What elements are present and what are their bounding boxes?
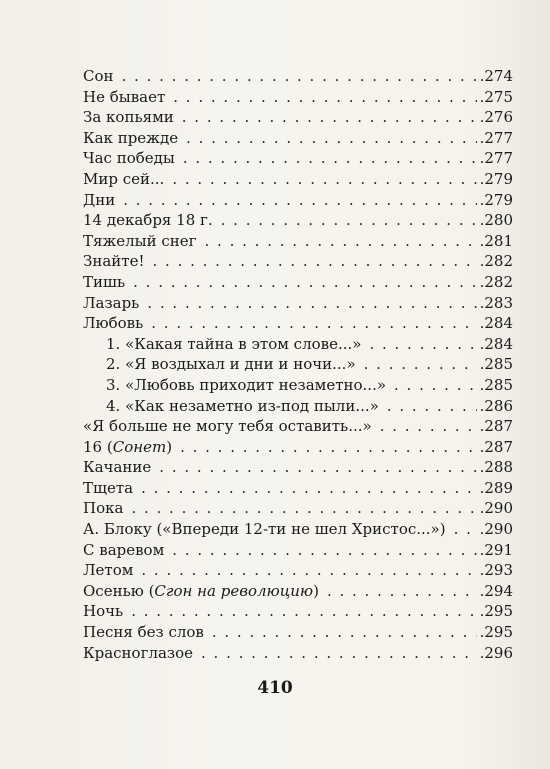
toc-entry-title xyxy=(83,66,114,87)
toc-entry-title xyxy=(83,560,133,581)
toc-entry xyxy=(83,66,513,87)
toc-entry-title xyxy=(106,396,379,417)
toc-entry-title-text: Любовь xyxy=(83,314,144,333)
toc-entry-page: .279 xyxy=(479,190,513,209)
toc-entry xyxy=(83,457,513,478)
toc-entry-page: .295 xyxy=(479,623,513,642)
dot-leader xyxy=(394,375,477,396)
toc-entry-title-text: Тишь xyxy=(83,272,126,291)
toc-entry-page: .283 xyxy=(479,293,513,312)
toc-entry-page: .296 xyxy=(479,643,513,662)
toc-entry-page: .282 xyxy=(479,252,513,271)
toc-entry-title xyxy=(83,190,115,211)
dot-leader xyxy=(122,66,477,87)
toc-entry-title xyxy=(83,581,319,602)
toc-entry xyxy=(83,601,513,622)
toc-entry xyxy=(83,643,513,664)
toc-entry-page: .279 xyxy=(479,169,513,188)
dot-leader xyxy=(369,334,476,355)
toc-entry xyxy=(83,622,513,643)
toc-entry-page: .287 xyxy=(479,437,513,456)
toc-entry-title-text: Лазарь xyxy=(83,293,140,312)
dot-leader xyxy=(180,437,477,458)
toc-entry-title xyxy=(106,334,361,355)
toc-entry-title-text: Ночь xyxy=(83,602,124,621)
toc-entry-title-italic: Сгон на революцию xyxy=(154,581,314,600)
dot-leader xyxy=(172,540,476,561)
toc-entry xyxy=(83,478,513,499)
toc-entry-page: .281 xyxy=(479,231,513,250)
toc-entry-page: .284 xyxy=(479,314,513,333)
dot-leader xyxy=(173,87,476,108)
toc-entry-title xyxy=(83,478,133,499)
toc-entry-title xyxy=(83,293,139,314)
toc-entry-title-text: Дни xyxy=(83,190,116,209)
dot-leader xyxy=(159,457,476,478)
toc-entry-title-text: 4. «Как незаметно из-под пыли...» xyxy=(106,396,379,415)
toc-entry-page: .289 xyxy=(479,478,513,497)
dot-leader xyxy=(141,478,477,499)
toc-entry-title-text: Знайте! xyxy=(83,252,145,271)
toc-entry xyxy=(83,148,513,169)
toc-entry xyxy=(83,581,513,602)
toc-entry-title-text: 14 декабря 18 г. xyxy=(83,211,213,230)
toc-entry-page: .277 xyxy=(479,149,513,168)
toc-entry xyxy=(83,354,513,375)
toc-entry-title xyxy=(83,128,178,149)
toc-entry-title-text: 1. «Какая тайна в этом слове...» xyxy=(106,334,362,353)
dot-leader xyxy=(221,210,477,231)
dot-leader xyxy=(133,272,476,293)
toc-entry-page: .286 xyxy=(479,396,513,415)
toc-entry-title-text: Красноглазое xyxy=(83,643,194,662)
toc-entry-page: .285 xyxy=(479,355,513,374)
toc-entry-page: .293 xyxy=(479,561,513,580)
toc-entry-title-text: Осенью ( xyxy=(83,581,155,600)
toc-entry xyxy=(83,540,513,561)
dot-leader xyxy=(123,190,476,211)
toc-entry xyxy=(83,519,513,540)
toc-entry-title-after: ) xyxy=(313,581,319,600)
toc-entry-title xyxy=(106,354,356,375)
toc-entry-page: .284 xyxy=(479,334,513,353)
toc-entry xyxy=(83,560,513,581)
toc-entry-title-text: Час победы xyxy=(83,149,175,168)
toc-entry-page: .274 xyxy=(479,67,513,85)
toc-entry-title xyxy=(83,540,164,561)
toc-entry xyxy=(83,437,513,458)
page-number-folio: 410 xyxy=(257,678,293,698)
toc-entry xyxy=(83,498,513,519)
toc-entry-title xyxy=(83,169,164,190)
toc-entry xyxy=(83,87,513,108)
toc-entry-title-text: За копьями xyxy=(83,108,174,127)
toc-entry-title xyxy=(83,457,151,478)
dot-leader xyxy=(131,498,476,519)
toc-entry-title xyxy=(83,251,145,272)
dot-leader xyxy=(183,148,477,169)
toc-entry-title-text: 2. «Я воздыхал и дни и ночи...» xyxy=(106,355,356,374)
toc-entry xyxy=(83,334,513,355)
toc-entry-title-text: Летом xyxy=(83,561,134,580)
toc-entry-page: .276 xyxy=(479,108,513,127)
toc-entry-title-text: Как прежде xyxy=(83,128,179,147)
toc-entry-title-text: Сон xyxy=(83,67,114,85)
toc-entry-title-text: Мир сей... xyxy=(83,169,165,188)
dot-leader xyxy=(172,169,476,190)
toc-entry-title-italic: Сонет xyxy=(112,437,167,456)
toc-entry-title xyxy=(83,416,372,437)
dot-leader xyxy=(380,416,477,437)
toc-entry-title-text: Песня без слов xyxy=(83,623,204,642)
toc-entry-title xyxy=(83,272,125,293)
dot-leader xyxy=(212,622,477,643)
toc-entry-title xyxy=(83,148,175,169)
toc-entry xyxy=(83,231,513,252)
dot-leader xyxy=(454,519,477,540)
toc-entry-page: .287 xyxy=(479,417,513,436)
dot-leader xyxy=(141,560,476,581)
toc-entry-page: .277 xyxy=(479,128,513,147)
dot-leader xyxy=(153,251,477,272)
dot-leader xyxy=(131,601,476,622)
toc-entry-page: .275 xyxy=(479,87,513,106)
toc-entry-page: .288 xyxy=(479,458,513,477)
toc-entry-title-text: Тяжелый снег xyxy=(83,231,197,250)
toc-entry-title-after: ) xyxy=(166,437,173,456)
toc-entry xyxy=(83,169,513,190)
toc-entry xyxy=(83,313,513,334)
toc-entry xyxy=(83,375,513,396)
toc-entry-page: .291 xyxy=(479,540,513,559)
toc-entry-title xyxy=(83,622,204,643)
toc-entry-title-text: Качание xyxy=(83,458,152,477)
toc-entry xyxy=(83,396,513,417)
toc-entry xyxy=(83,416,513,437)
toc-entry-title xyxy=(83,313,143,334)
toc-entry-title-text: А. Блоку («Впереди 12-ти не шел Христос...») xyxy=(83,520,446,539)
toc-entry xyxy=(83,190,513,211)
toc-entry-title-text: 16 ( xyxy=(83,437,113,456)
toc-entry-title xyxy=(83,231,197,252)
toc-entry-title xyxy=(83,643,193,664)
dot-leader xyxy=(147,293,476,314)
toc-entry xyxy=(83,107,513,128)
toc-entry-title xyxy=(83,498,123,519)
dot-leader xyxy=(182,107,477,128)
toc-entry xyxy=(83,210,513,231)
toc-entry-title xyxy=(83,437,172,458)
toc-entry-title-text: Пока xyxy=(83,499,124,518)
toc-entry-title xyxy=(83,87,165,108)
toc-entry xyxy=(83,293,513,314)
toc-entry-page: .280 xyxy=(479,211,513,230)
dot-leader xyxy=(186,128,477,149)
toc-entry-page: .290 xyxy=(479,520,513,539)
toc-entry-title xyxy=(83,107,174,128)
dot-leader xyxy=(327,581,477,602)
toc-entry-title-text: 3. «Любовь приходит незаметно...» xyxy=(106,375,387,394)
toc-entry xyxy=(83,128,513,149)
toc-entry xyxy=(83,272,513,293)
toc-entry-title xyxy=(83,210,213,231)
dot-leader xyxy=(151,313,476,334)
toc-entry-page: .294 xyxy=(479,581,513,600)
toc-entry-page: .290 xyxy=(479,499,513,518)
toc-entry-title xyxy=(83,519,446,540)
toc-entry-page: .282 xyxy=(479,272,513,291)
dot-leader xyxy=(201,643,477,664)
dot-leader xyxy=(364,354,477,375)
toc-entry-title-text: С варевом xyxy=(83,540,165,559)
toc-entry-title-text: «Я больше не могу тебя оставить...» xyxy=(83,417,372,436)
toc-entry-title-text: Не бывает xyxy=(83,87,166,106)
table-of-contents xyxy=(83,66,513,663)
toc-entry-title xyxy=(83,601,123,622)
toc-entry-page: .295 xyxy=(479,602,513,621)
dot-leader xyxy=(205,231,477,252)
toc-entry-page: .285 xyxy=(479,375,513,394)
toc-entry-title xyxy=(106,375,386,396)
dot-leader xyxy=(387,396,477,417)
toc-entry-title-text: Тщета xyxy=(83,478,134,497)
toc-entry xyxy=(83,251,513,272)
